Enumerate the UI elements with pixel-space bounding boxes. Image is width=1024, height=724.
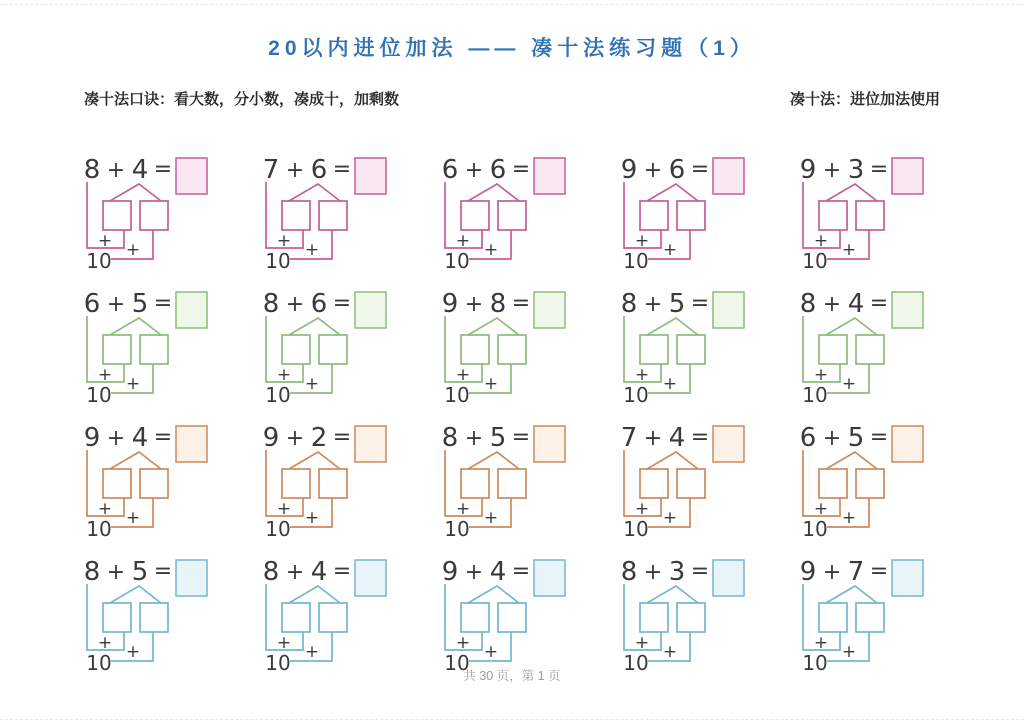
equals-sign: = [869, 559, 889, 584]
answer-box [892, 560, 923, 596]
bond-plus-left: + [97, 499, 113, 519]
equals-sign: = [690, 425, 710, 450]
plus-sign: + [464, 158, 484, 183]
problem-cell [257, 419, 409, 541]
bond-branch-lines [110, 452, 161, 469]
bond-plus-left: + [455, 633, 471, 653]
plus-sign: + [106, 560, 126, 585]
addend-b: 6 [310, 289, 328, 319]
addend-b: 4 [668, 423, 686, 453]
bond-plus-right: + [483, 240, 499, 260]
bond-branch-lines [826, 318, 877, 335]
problem-cell [78, 285, 230, 407]
bond-plus-right: + [662, 508, 678, 528]
problem-cell [436, 553, 588, 675]
problem-cell [615, 553, 767, 675]
bond-plus-left: + [97, 633, 113, 653]
equals-sign: = [153, 291, 173, 316]
answer-box [176, 560, 207, 596]
problem-cell [794, 553, 946, 675]
ten-label: 10 [265, 383, 291, 407]
plus-sign: + [106, 158, 126, 183]
part-box-right [498, 335, 526, 364]
addend-a: 8 [441, 423, 459, 453]
part-box-left [103, 201, 131, 230]
bond-plus-right: + [125, 240, 141, 260]
bond-plus-right: + [841, 374, 857, 394]
part-box-right [856, 469, 884, 498]
bond-branch-lines [110, 184, 161, 201]
part-box-right [677, 201, 705, 230]
plus-sign: + [643, 426, 663, 451]
part-box-left [103, 469, 131, 498]
page-title: 20以内进位加法 —— 凑十法练习题（1） [268, 37, 756, 60]
answer-box [534, 560, 565, 596]
addend-a: 8 [262, 557, 280, 587]
part-box-right [856, 335, 884, 364]
problem-cell [794, 285, 946, 407]
part-box-right [319, 201, 347, 230]
bond-branch-lines [647, 586, 698, 603]
bond-branch-lines [826, 452, 877, 469]
problem-cell [78, 151, 230, 273]
plus-sign: + [643, 560, 663, 585]
addend-b: 2 [310, 423, 328, 453]
addend-b: 6 [310, 155, 328, 185]
plus-sign: + [643, 158, 663, 183]
problems-grid [0, 151, 1024, 675]
answer-box [892, 292, 923, 328]
equals-sign: = [332, 157, 352, 182]
addend-a: 7 [262, 155, 280, 185]
bond-plus-left: + [276, 633, 292, 653]
ten-label: 10 [86, 383, 112, 407]
part-box-left [461, 469, 489, 498]
part-box-right [856, 603, 884, 632]
bond-branch-lines [826, 586, 877, 603]
bond-branch-lines [647, 318, 698, 335]
bond-plus-right: + [483, 508, 499, 528]
equals-sign: = [869, 157, 889, 182]
problem-cell [436, 285, 588, 407]
bond-plus-right: + [304, 642, 320, 662]
bond-plus-right: + [841, 240, 857, 260]
problem-cell [257, 553, 409, 675]
part-box-right [140, 603, 168, 632]
problem-cell [615, 285, 767, 407]
bond-plus-right: + [662, 240, 678, 260]
bond-branch-lines [289, 586, 340, 603]
addend-b: 3 [847, 155, 865, 185]
problem-cell [794, 419, 946, 541]
plus-sign: + [822, 158, 842, 183]
bond-branch-lines [289, 184, 340, 201]
tip-left: 凑十法口诀：看大数，分小数，凑成十，加剩数 [84, 91, 400, 108]
plus-sign: + [106, 426, 126, 451]
addend-b: 3 [668, 557, 686, 587]
plus-sign: + [822, 560, 842, 585]
bond-plus-right: + [483, 642, 499, 662]
bond-plus-right: + [841, 508, 857, 528]
bond-plus-left: + [276, 499, 292, 519]
ten-label: 10 [444, 383, 470, 407]
addend-a: 9 [799, 557, 817, 587]
ten-label: 10 [623, 383, 649, 407]
bond-plus-left: + [634, 365, 650, 385]
ten-label: 10 [444, 517, 470, 541]
problem-cell [436, 151, 588, 273]
addend-a: 8 [799, 289, 817, 319]
ten-label: 10 [86, 249, 112, 273]
part-box-right [319, 335, 347, 364]
answer-box [713, 426, 744, 462]
plus-sign: + [464, 292, 484, 317]
equals-sign: = [332, 425, 352, 450]
plus-sign: + [822, 292, 842, 317]
ten-label: 10 [802, 517, 828, 541]
answer-box [713, 158, 744, 194]
page-number-footer: 共 30 页，第 1 页 [463, 669, 561, 683]
bond-plus-left: + [813, 499, 829, 519]
equals-sign: = [511, 291, 531, 316]
addend-b: 5 [489, 423, 507, 453]
problem-cell [78, 419, 230, 541]
plus-sign: + [285, 292, 305, 317]
bond-plus-left: + [276, 365, 292, 385]
addend-a: 8 [83, 155, 101, 185]
addend-a: 8 [262, 289, 280, 319]
part-box-left [282, 603, 310, 632]
answer-box [713, 560, 744, 596]
addend-b: 5 [668, 289, 686, 319]
plus-sign: + [643, 292, 663, 317]
part-box-left [819, 201, 847, 230]
ten-label: 10 [265, 651, 291, 675]
answer-box [355, 292, 386, 328]
part-box-left [819, 603, 847, 632]
equals-sign: = [869, 291, 889, 316]
problem-cell [615, 419, 767, 541]
equals-sign: = [690, 157, 710, 182]
addend-a: 6 [83, 289, 101, 319]
problem-cell [794, 151, 946, 273]
part-box-right [498, 201, 526, 230]
bond-plus-right: + [125, 642, 141, 662]
answer-box [713, 292, 744, 328]
bond-branch-lines [826, 184, 877, 201]
equals-sign: = [511, 425, 531, 450]
answer-box [176, 158, 207, 194]
ten-label: 10 [444, 651, 470, 675]
bond-plus-left: + [276, 231, 292, 251]
bond-plus-left: + [455, 499, 471, 519]
addend-b: 5 [847, 423, 865, 453]
part-box-right [677, 469, 705, 498]
part-box-right [498, 469, 526, 498]
equals-sign: = [511, 157, 531, 182]
bond-plus-right: + [841, 642, 857, 662]
bond-plus-right: + [662, 642, 678, 662]
bond-branch-lines [110, 586, 161, 603]
part-box-left [640, 469, 668, 498]
part-box-left [282, 335, 310, 364]
part-box-left [461, 603, 489, 632]
addend-b: 4 [847, 289, 865, 319]
equals-sign: = [332, 559, 352, 584]
tip-right: 凑十法：进位加法使用 [789, 91, 940, 108]
addend-a: 6 [799, 423, 817, 453]
problem-cell [78, 553, 230, 675]
page-edge-bottom-divider [0, 719, 1024, 720]
addend-b: 7 [847, 557, 865, 587]
ten-label: 10 [623, 517, 649, 541]
plus-sign: + [464, 426, 484, 451]
part-box-left [461, 335, 489, 364]
plus-sign: + [285, 426, 305, 451]
part-box-left [103, 603, 131, 632]
addend-a: 9 [441, 557, 459, 587]
problem-cell [257, 151, 409, 273]
addend-b: 6 [489, 155, 507, 185]
plus-sign: + [285, 158, 305, 183]
answer-box [176, 426, 207, 462]
addend-b: 5 [131, 557, 149, 587]
bond-plus-right: + [662, 374, 678, 394]
bond-plus-left: + [634, 231, 650, 251]
ten-label: 10 [265, 249, 291, 273]
bond-plus-right: + [304, 508, 320, 528]
ten-label: 10 [802, 249, 828, 273]
addend-b: 4 [131, 155, 149, 185]
ten-label: 10 [265, 517, 291, 541]
bond-plus-left: + [813, 365, 829, 385]
problem-cell [257, 285, 409, 407]
addend-b: 6 [668, 155, 686, 185]
addend-a: 6 [441, 155, 459, 185]
part-box-right [319, 603, 347, 632]
answer-box [355, 158, 386, 194]
bond-branch-lines [647, 184, 698, 201]
equals-sign: = [153, 157, 173, 182]
bond-branch-lines [468, 586, 519, 603]
answer-box [892, 426, 923, 462]
ten-label: 10 [802, 383, 828, 407]
plus-sign: + [285, 560, 305, 585]
part-box-right [140, 201, 168, 230]
addend-a: 8 [620, 289, 638, 319]
bond-plus-left: + [634, 633, 650, 653]
bond-branch-lines [468, 184, 519, 201]
bond-plus-left: + [97, 365, 113, 385]
answer-box [355, 560, 386, 596]
answer-box [176, 292, 207, 328]
answer-box [534, 426, 565, 462]
bond-plus-right: + [304, 374, 320, 394]
plus-sign: + [822, 426, 842, 451]
equals-sign: = [332, 291, 352, 316]
bond-plus-right: + [125, 374, 141, 394]
bond-branch-lines [468, 452, 519, 469]
part-box-left [461, 201, 489, 230]
part-box-left [282, 469, 310, 498]
equals-sign: = [153, 559, 173, 584]
equals-sign: = [690, 291, 710, 316]
plus-sign: + [106, 292, 126, 317]
addend-b: 8 [489, 289, 507, 319]
ten-label: 10 [623, 249, 649, 273]
bond-branch-lines [110, 318, 161, 335]
problem-cell [615, 151, 767, 273]
addend-b: 4 [131, 423, 149, 453]
ten-label: 10 [623, 651, 649, 675]
addend-a: 8 [620, 557, 638, 587]
bond-plus-left: + [813, 633, 829, 653]
ten-label: 10 [86, 651, 112, 675]
part-box-right [498, 603, 526, 632]
addend-a: 9 [799, 155, 817, 185]
part-box-left [819, 335, 847, 364]
part-box-left [819, 469, 847, 498]
addend-b: 4 [489, 557, 507, 587]
bond-branch-lines [289, 318, 340, 335]
part-box-right [856, 201, 884, 230]
addend-a: 9 [441, 289, 459, 319]
part-box-right [319, 469, 347, 498]
equals-sign: = [153, 425, 173, 450]
ten-label: 10 [444, 249, 470, 273]
equals-sign: = [869, 425, 889, 450]
page-edge-top-divider [0, 4, 1024, 5]
answer-box [534, 158, 565, 194]
part-box-left [103, 335, 131, 364]
addend-b: 4 [310, 557, 328, 587]
addend-a: 9 [620, 155, 638, 185]
part-box-left [640, 201, 668, 230]
bond-branch-lines [468, 318, 519, 335]
answer-box [534, 292, 565, 328]
part-box-left [640, 603, 668, 632]
part-box-left [640, 335, 668, 364]
ten-label: 10 [802, 651, 828, 675]
bond-branch-lines [289, 452, 340, 469]
addend-b: 5 [131, 289, 149, 319]
bond-plus-right: + [125, 508, 141, 528]
bond-plus-left: + [455, 365, 471, 385]
bond-plus-left: + [813, 231, 829, 251]
bond-plus-left: + [97, 231, 113, 251]
ten-label: 10 [86, 517, 112, 541]
equals-sign: = [511, 559, 531, 584]
part-box-left [282, 201, 310, 230]
bond-plus-left: + [455, 231, 471, 251]
part-box-right [677, 603, 705, 632]
bond-branch-lines [647, 452, 698, 469]
addend-a: 8 [83, 557, 101, 587]
equals-sign: = [690, 559, 710, 584]
plus-sign: + [464, 560, 484, 585]
bond-plus-right: + [304, 240, 320, 260]
part-box-right [140, 469, 168, 498]
addend-a: 7 [620, 423, 638, 453]
addend-a: 9 [262, 423, 280, 453]
tips-row [0, 88, 1024, 109]
bond-plus-left: + [634, 499, 650, 519]
bond-plus-right: + [483, 374, 499, 394]
problem-cell [436, 419, 588, 541]
answer-box [892, 158, 923, 194]
part-box-right [140, 335, 168, 364]
answer-box [355, 426, 386, 462]
part-box-right [677, 335, 705, 364]
addend-a: 9 [83, 423, 101, 453]
